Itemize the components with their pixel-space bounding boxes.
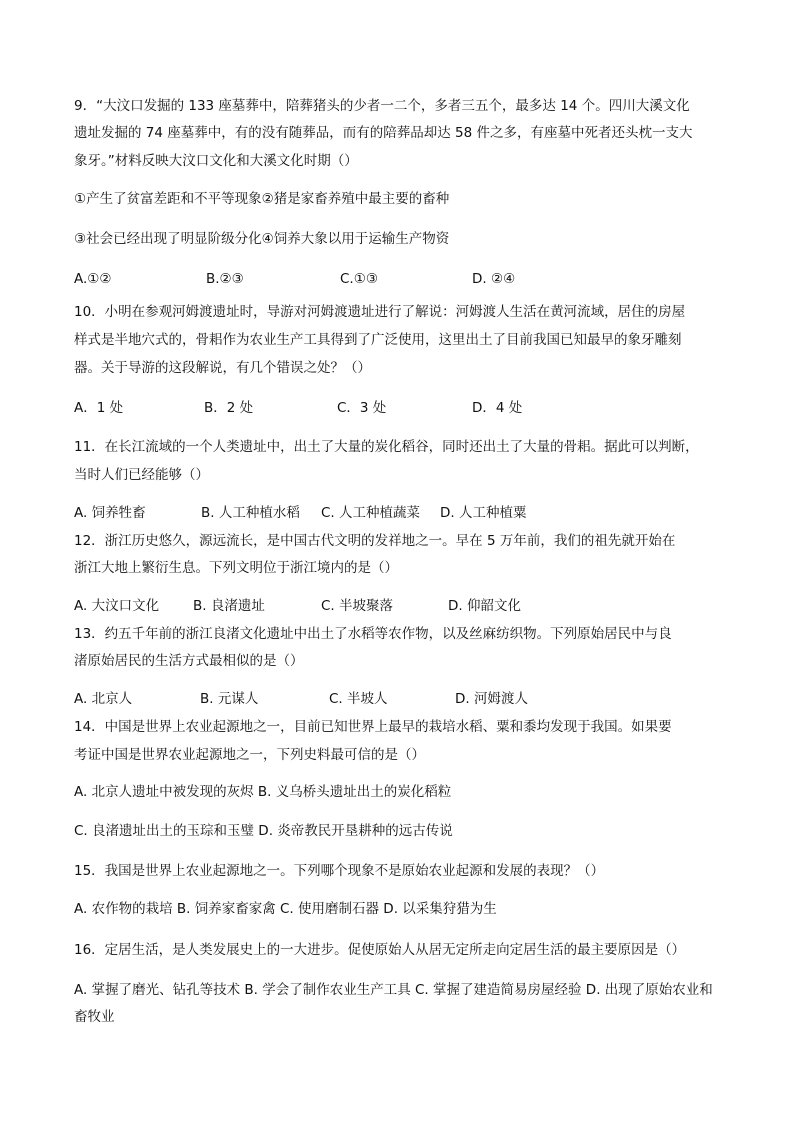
- q9-statement-2: ③社会已经出现了明显阶级分化④饲养大象以用于运输生产物资: [74, 231, 450, 247]
- q10-option-d: D．4 处: [472, 400, 523, 416]
- q11-stem-line-2: 当时人们已经能够（）: [74, 467, 209, 483]
- q9-option-a: A.①②: [74, 271, 112, 287]
- q16-stem-line-1: 16．定居生活，是人类发展史上的一大进步。促使原始人从居无定所走向定居生活的最主要原因是（）: [74, 942, 686, 958]
- q13-option-c: C. 半坡人: [329, 691, 388, 707]
- q9-stem-line-3: 象牙。”材料反映大汶口文化和大溪文化时期（）: [74, 153, 358, 169]
- q14-stem-line-2: 考证中国是世界农业起源地之一，下列史料最可信的是（）: [74, 747, 425, 763]
- q12-stem-line-1: 12．浙江历史悠久，源远流长，是中国古代文明的发祥地之一。早在 5 万年前，我们的祖先就开始在: [74, 533, 676, 549]
- q13-option-d: D. 河姆渡人: [455, 691, 528, 707]
- q10-stem-line-2: 样式是半地穴式的，骨耜作为农业生产工具得到了广泛使用，这里出土了目前我国已知最早的象牙雕刻: [74, 332, 682, 348]
- q11-option-a: A. 饲养牲畜: [74, 505, 146, 521]
- q12-option-b: B. 良渚遗址: [193, 598, 265, 614]
- q14-stem-line-1: 14．中国是世界上农业起源地之一，目前已知世界上最早的栽培水稻、粟和黍均发现于我国。如果要: [74, 719, 672, 735]
- q9-stem-line-1: 9．“大汶口发掘的 133 座墓葬中，陪葬猪头的少者一二个，多者三五个，最多达 14 个。四川大溪文化: [74, 98, 690, 114]
- q11-stem-line-1: 11．在长江流域的一个人类遗址中，出土了大量的炭化稻谷，同时还出土了大量的骨耜。据此可以判断，: [74, 439, 699, 455]
- q16-options-line-2: 畜牧业: [74, 1009, 115, 1025]
- q11-option-c: C. 人工种植蔬菜: [321, 505, 421, 521]
- q14-options-line-2: C. 良渚遗址出土的玉琮和玉璧 D. 炎帝教民开垦耕种的远古传说: [74, 823, 453, 839]
- q13-option-b: B. 元谋人: [200, 691, 259, 707]
- q11-option-d: D. 人工种植粟: [440, 505, 527, 521]
- q9-statement-1: ①产生了贫富差距和不平等现象②猪是家畜养殖中最主要的畜种: [74, 191, 450, 207]
- q15-stem-line-1: 15．我国是世界上农业起源地之一。下列哪个现象不是原始农业起源和发展的表现？（）: [74, 863, 605, 879]
- q10-option-a: A．1 处: [74, 400, 124, 416]
- q9-option-d: D. ②④: [472, 271, 516, 287]
- q12-option-d: D. 仰韶文化: [448, 598, 521, 614]
- q13-stem-line-2: 渚原始居民的生活方式最相似的是（）: [74, 653, 304, 669]
- q11-option-b: B. 人工种植水稻: [201, 505, 300, 521]
- q12-option-c: C. 半坡聚落: [321, 598, 394, 614]
- q14-options-line-1: A. 北京人遗址中被发现的灰烬 B. 义乌桥头遗址出土的炭化稻粒: [74, 784, 452, 800]
- q16-options-line-1: A. 掌握了磨光、钻孔等技术 B. 学会了制作农业生产工具 C. 掌握了建造简易房屋经验 D. 出现了原始农业和: [74, 982, 713, 998]
- q15-options-line: A. 农作物的栽培 B. 饲养家畜家禽 C. 使用磨制石器 D. 以采集狩猎为生: [74, 901, 497, 917]
- q9-option-c: C.①③: [340, 271, 378, 287]
- q12-stem-line-2: 浙江大地上繁衍生息。下列文明位于浙江境内的是（）: [74, 560, 398, 576]
- q13-option-a: A. 北京人: [74, 691, 133, 707]
- q10-option-c: C．3 处: [337, 400, 387, 416]
- q10-option-b: B．2 处: [204, 400, 254, 416]
- q12-option-a: A. 大汶口文化: [74, 598, 160, 614]
- q9-option-b: B.②③: [206, 271, 244, 287]
- q13-stem-line-1: 13．约五千年前的浙江良渚文化遗址中出土了水稻等农作物，以及丝麻纺织物。下列原始居民中与良: [74, 626, 672, 642]
- q9-stem-line-2: 遗址发掘的 74 座墓葬中，有的没有随葬品，而有的陪葬品却达 58 件之多，有座墓中死者还头枕一支大: [74, 125, 693, 141]
- q10-stem-line-3: 器。关于导游的这段解说，有几个错误之处？（）: [74, 360, 371, 376]
- q10-stem-line-1: 10．小明在参观河姆渡遗址时，导游对河姆渡遗址进行了解说：河姆渡人生活在黄河流域，居住的房屋: [74, 304, 686, 320]
